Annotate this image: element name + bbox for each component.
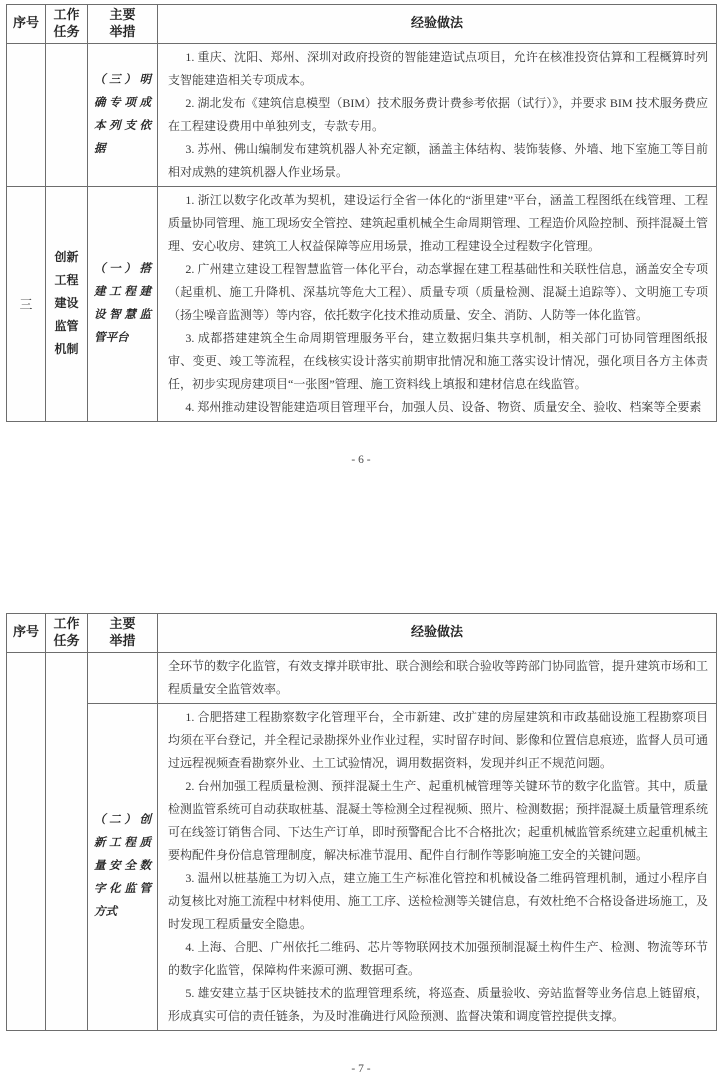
page-number-6: - 6 - [351,453,371,466]
task-cell-empty [46,652,88,1030]
header-task-label: 工作任务 [53,615,80,648]
header-measure-label: 主要举措 [109,615,136,648]
table-header-row [7,5,717,44]
practice-paragraph: 3. 苏州、佛山编制发布建筑机器人补充定额，涵盖主体结构、装饰装修、外墙、地下室施工等目前相对成熟的建筑机器人作业场景。 [168,141,708,179]
measure-cell: （二）创新工程质量安全数字化监管方式 [88,703,158,1030]
experience-table-page-7 [6,613,717,1031]
practice-paragraph: 5. 雄安建立基于区块链技术的监理管理系统，将巡查、质量验收、旁站监督等业务信息上链留痕，形成真实可信的责任链条，为及时准确进行风险预测、监督决策和调度管控提供支撑。 [168,985,708,1023]
header-measure-label: 主要举措 [109,7,136,39]
practice-paragraph: 4. 上海、合肥、广州依托二维码、芯片等物联网技术加强预制混凝土构件生产、检测、物流等环节的数字化监管，保障构件来源可溯、数据可查。 [168,939,708,977]
header-measure [88,5,158,44]
practice-paragraph: 3. 温州以桩基施工为切入点，建立施工生产标准化管控和机械设备二维码管理机制，通过小程序自动复核比对施工流程中材料使用、施工工序、送检检测等关键信息，有效杜绝不合格设备进场施工，及时发现工程质量安全隐患。 [168,870,709,931]
practice-paragraph: 1. 浙江以数字化改革为契机，建设运行全省一体化的“浙里建”平台，涵盖工程图纸在线管理、工程质量协同管理、施工现场安全管控、建筑起重机械全生命周期管理、工程造价风险控制、预拌混凝土管理、安心收房、建筑工人权益保障等应用场景，推动工程建设全过程数字化管理。 [168,192,709,253]
experience-table-page-6 [6,4,717,422]
measure-cell: （三）明确专项成本列支依据 [88,43,158,186]
measure-cell: （一）搭建工程建设智慧监管平台 [88,186,158,421]
practices-cell [158,703,717,1030]
seq-cell: 三 [7,186,46,421]
practice-paragraph: 2. 广州建立建设工程智慧监管一体化平台，动态掌握在建工程基础性和关联性信息，涵盖安全专项（起重机、施工升降机、深基坑等危大工程）、质量专项（质量检测、混凝土追踪等）、文明施工专项（扬尘噪音监测等）等内容，依托数字化技术推动质量、安全、消防、人防等一体化监管。 [168,261,708,322]
practice-paragraph: 2. 湖北发布《建筑信息模型（BIM）技术服务费计费参考依据（试行）》，并要求 BIM 技术服务费应在工程建设费用中单独列支，专款专用。 [168,95,708,133]
header-seq: 序号 [7,613,46,652]
table-row [7,43,717,186]
page-break-gap [0,468,722,613]
page-number-7: - 7 - [351,1062,371,1075]
table-row [7,186,717,421]
practice-paragraph: 2. 台州加强工程质量检测、预拌混凝土生产、起重机械管理等关键环节的数字化监管。其中，质量检测监管系统可自动获取桩基、混凝土等检测全过程视频、照片、检测数据；预拌混凝土质量管理系统可在线签订销售合同、下达生产订单，即时预警配合比不合格批次；起重机械监管系统建立起重机械主要构配件身份信息管理制度，解决标准节混用、配件自行制作等影响施工安全的关键问题。 [168,778,709,862]
task-cell-empty [46,43,88,186]
practices-cell [158,186,717,421]
table-row-continuation [7,652,717,703]
practice-paragraph: 1. 合肥搭建工程勘察数字化管理平台，全市新建、改扩建的房屋建筑和市政基础设施工程勘察项目均须在平台登记，并全程记录勘探外业作业过程，实时留存时间、影像和位置信息痕迹，监督人员可通过远程视频查看勘察外业、土工试验情况，调用数据资料，发现并纠正不规范问题。 [168,709,709,770]
header-task [46,5,88,44]
practice-paragraph: 1. 重庆、沈阳、郑州、深圳对政府投资的智能建造试点项目，允许在核准投资估算和工程概算时列支智能建造相关专项成本。 [168,49,708,87]
seq-cell-empty [7,652,46,1030]
seq-cell-empty [7,43,46,186]
practices-cell [158,652,717,703]
table-header-row [7,613,717,652]
header-measure [88,613,158,652]
header-task [46,613,88,652]
header-task-label: 工作任务 [53,7,80,39]
practice-paragraph: 3. 成都搭建建筑全生命周期管理服务平台，建立数据归集共享机制，相关部门可协同管理图纸报审、变更、竣工等流程，在线核实设计落实前期审批情况和施工落实设计情况，强化项目各方主体责任，初步实现房建项目“一张图”管理、施工资料线上填报和建材信息在线监管。 [168,330,708,391]
practice-paragraph: 4. 郑州推动建设智能建造项目管理平台，加强人员、设备、物资、质量安全、验收、档案等全要素 [185,399,702,414]
header-practices: 经验做法 [158,5,717,44]
practice-paragraph: 全环节的数字化监管，有效支撑并联审批、联合测绘和联合验收等跨部门协同监管，提升建筑市场和工程质量安全监管效率。 [168,658,709,696]
table-row [7,703,717,1030]
task-cell: 创新工程建设监管机制 [46,186,88,421]
header-practices: 经验做法 [158,613,717,652]
header-seq: 序号 [7,5,46,44]
practices-cell [158,43,717,186]
measure-cell-empty [88,652,158,703]
